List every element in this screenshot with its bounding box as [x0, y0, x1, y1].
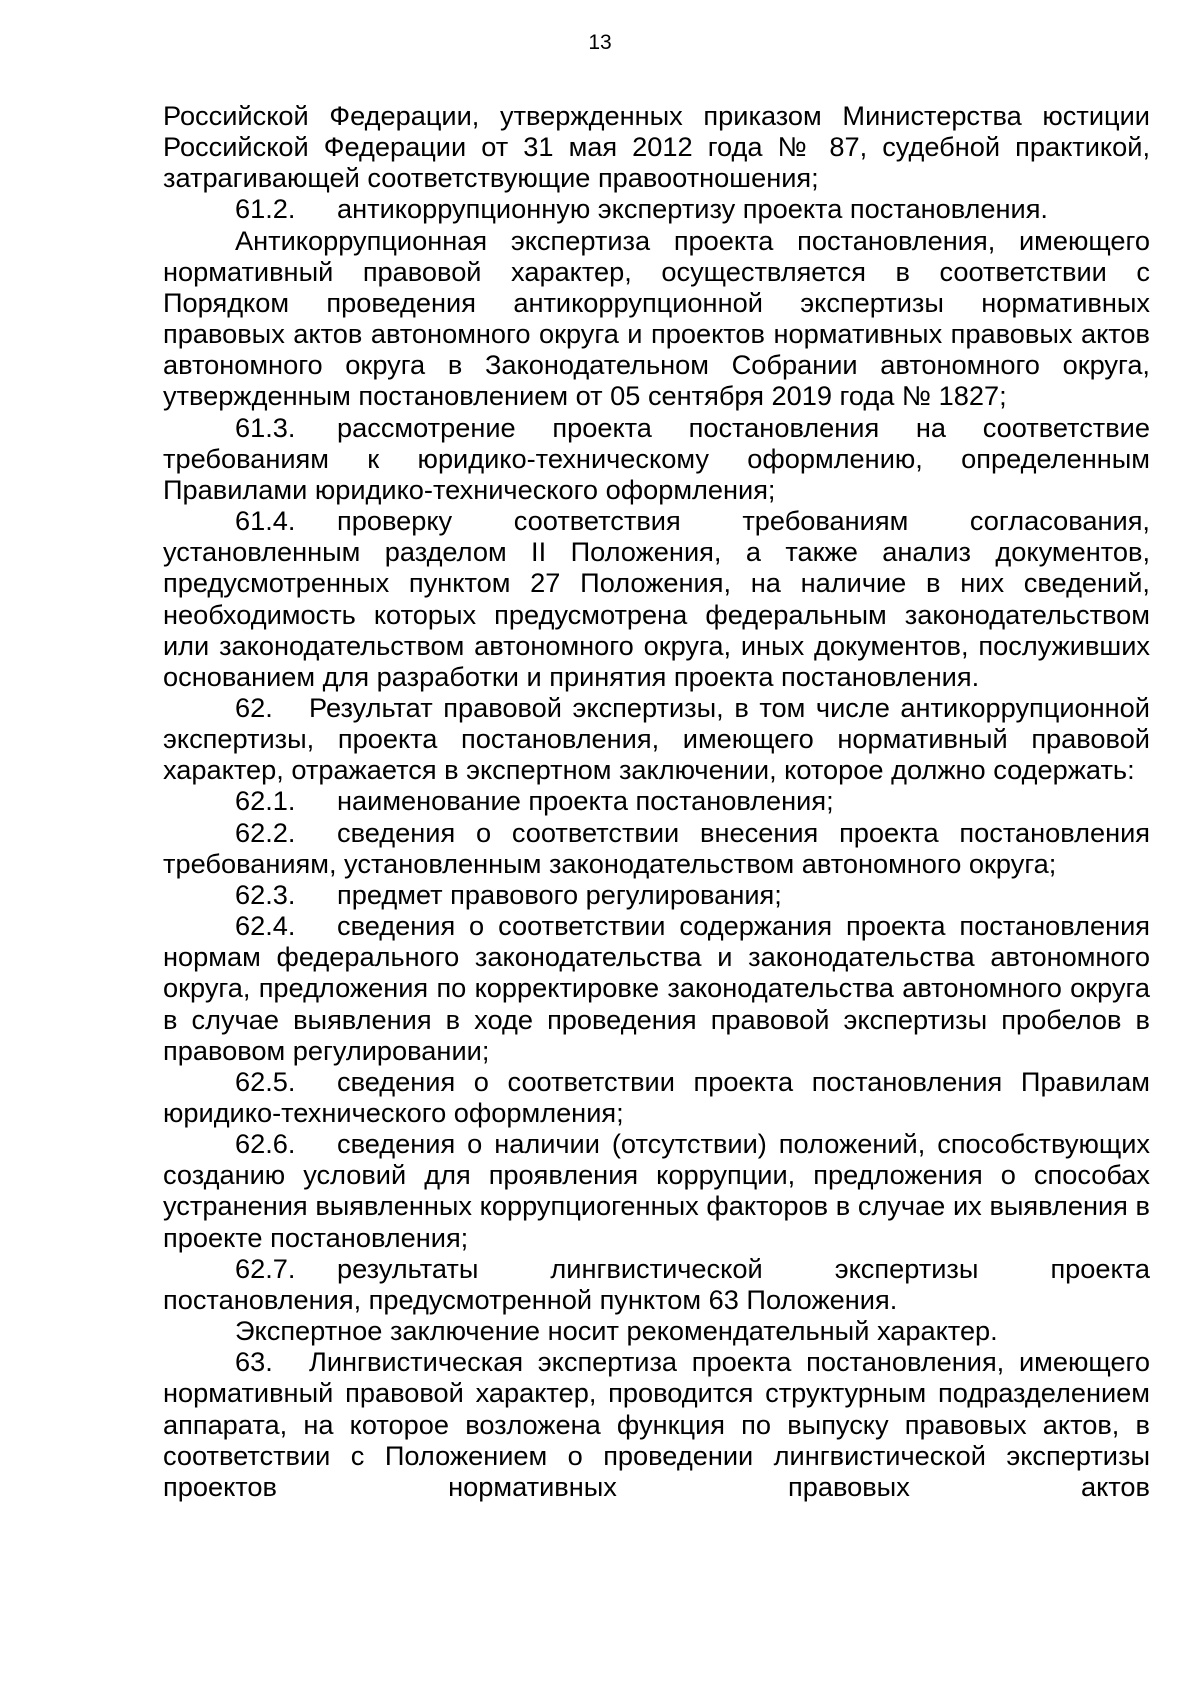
document-body	[163, 100, 1150, 1502]
clause-text: сведения о наличии (отсутствии) положений, способствующих созданию условий для проявления коррупции, предложения о способах устранения выявленных коррупциогенных факторов в случае их выявления в проекте постановления;	[163, 1128, 1150, 1253]
paragraph-text: Экспертное заключение носит рекомендательный характер.	[235, 1315, 998, 1347]
clause-number: 62.7.	[235, 1252, 296, 1284]
clause-62-5	[163, 1066, 1150, 1128]
clause-61-4	[163, 505, 1150, 692]
clause-text: наименование проекта постановления;	[337, 785, 834, 817]
clause-text: результаты лингвистической экспертизы проекта постановления, предусмотренной пунктом 63 Положения.	[163, 1252, 1150, 1315]
clause-61-3	[163, 412, 1150, 505]
clause-number: 62.1.	[235, 785, 296, 817]
paragraph-continuation	[163, 100, 1150, 193]
clause-62-1	[163, 785, 1150, 816]
clause-62-6	[163, 1128, 1150, 1253]
clause-text: сведения о соответствии содержания проекта постановления нормам федерального законодательства и законодательства автономного округа, предложения по корректировке законодательства автономного округа в случае выявления в ходе проведения правовой экспертизы пробелов в правовом регулировании;	[163, 910, 1150, 1066]
clause-number: 61.4.	[235, 505, 296, 537]
clause-text: проверку соответствия требованиям согласования, установленным разделом II Положения, а также анализ документов, предусмотренных пунктом 27 Положения, на наличие в них сведений, необходимость которых предусмотрена федеральным законодательством или законодательством автономного округа, иных документов, послуживших основанием для разработки и принятия проекта постановления.	[163, 505, 1150, 692]
paragraph-text: Антикоррупционная экспертиза проекта постановления, имеющего нормативный правовой характер, осуществляется в соответствии с Порядком проведения антикоррупционной экспертизы нормативных правовых актов автономного округа и проектов нормативных правовых актов автономного округа в Законодательном Собрании автономного округа, утвержденным постановлением от 05 сентября 2019 года № 1827;	[163, 224, 1150, 412]
clause-62	[163, 692, 1150, 785]
paragraph-anticorruption	[163, 225, 1150, 412]
clause-number: 62.3.	[235, 878, 296, 910]
paragraph-text: Российской Федерации, утвержденных приказом Министерства юстиции Российской Федерации от 31 мая 2012 года № 87, судебной практикой, затрагивающей соответствующие правоотношения;	[163, 100, 1150, 194]
clause-62-2	[163, 817, 1150, 879]
clause-number: 62.4.	[235, 910, 296, 942]
clause-text: антикоррупционную экспертизу проекта постановления.	[337, 193, 1048, 225]
clause-text: предмет правового регулирования;	[337, 878, 782, 910]
clause-number: 62.6.	[235, 1128, 296, 1160]
clause-number: 61.2.	[235, 193, 296, 225]
paragraph-expert-conclusion	[163, 1315, 1150, 1346]
clause-number: 63.	[235, 1346, 273, 1378]
clause-number: 62.	[235, 691, 273, 723]
clause-62-3	[163, 879, 1150, 910]
clause-text: Лингвистическая экспертиза проекта постановления, имеющего нормативный правовой характер, проводится структурным подразделением аппарата, на которое возложена функция по выпуску правовых актов, в соответствии с Положением о проведении лингвистической экспертизы проектов нормативных правовых актов	[163, 1346, 1150, 1502]
clause-text: сведения о соответствии проекта постановления Правилам юридико-технического оформления;	[163, 1065, 1150, 1128]
clause-62-4	[163, 910, 1150, 1066]
clause-text: Результат правовой экспертизы, в том числе антикоррупционной экспертизы, проекта постановления, имеющего нормативный правовой характер, отражается в экспертном заключении, которое должно содержать:	[163, 691, 1150, 786]
page-number: 13	[588, 31, 612, 54]
clause-text: сведения о соответствии внесения проекта постановления требованиям, установленным законодательством автономного округа;	[163, 816, 1150, 879]
clause-text: рассмотрение проекта постановления на соответствие требованиям к юридико-техническому оформлению, определенным Правилами юридико-технического оформления;	[163, 411, 1150, 505]
clause-number: 62.2.	[235, 816, 296, 848]
clause-number: 62.5.	[235, 1065, 296, 1097]
clause-61-2	[163, 193, 1150, 224]
clause-62-7	[163, 1253, 1150, 1315]
clause-63	[163, 1346, 1150, 1502]
clause-number: 61.3.	[235, 411, 296, 443]
